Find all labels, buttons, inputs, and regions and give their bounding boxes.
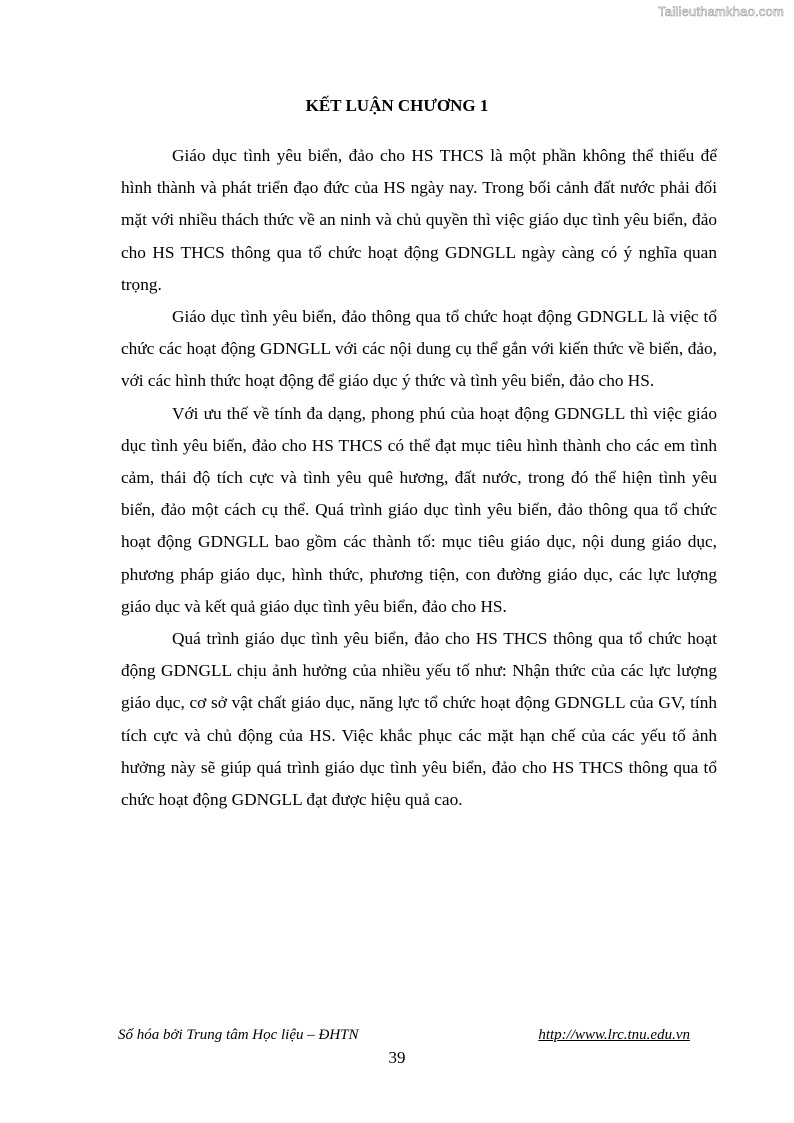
chapter-title: KẾT LUẬN CHƯƠNG 1 bbox=[305, 96, 489, 115]
footer-credit: Số hóa bởi Trung tâm Học liệu – ĐHTN bbox=[118, 1027, 359, 1043]
watermark-text: Tailieuthamkhao.com bbox=[658, 4, 784, 19]
body-text bbox=[121, 140, 717, 816]
paragraph-4: Quá trình giáo dục tình yêu biển, đảo cho HS THCS thông qua tổ chức hoạt động GDNGLL chịu ảnh hưởng của nhiều yếu tố như: Nhận thức của các lực lượng giáo dục, cơ sở vật chất giáo dục, năng lực tổ chức hoạt động GDNGLL của GV, tính tích cực và chủ động của HS. Việc khắc phục các mặt hạn chế của các yếu tố ảnh hưởng này sẽ giúp quá trình giáo dục tình yêu biển, đảo cho HS THCS thông qua tổ chức hoạt động GDNGLL đạt được hiệu quả cao. bbox=[121, 629, 717, 810]
footer-link[interactable]: http://www.lrc.tnu.edu.vn bbox=[538, 1027, 690, 1043]
paragraph-2: Giáo dục tình yêu biển, đảo thông qua tổ chức hoạt động GDNGLL là việc tổ chức các hoạt động GDNGLL với các nội dung cụ thể gắn với kiến thức về biển, đảo, với các hình thức hoạt động để giáo dục ý thức và tình yêu biển, đảo cho HS. bbox=[121, 307, 717, 391]
paragraph-3: Với ưu thế về tính đa dạng, phong phú của hoạt động GDNGLL thì việc giáo dục tình yêu biển, đảo cho HS THCS có thể đạt mục tiêu hình thành cho các em tình cảm, thái độ tích cực và tình yêu quê hương, đất nước, trong đó thể hiện tình yêu biển, đảo một cách cụ thể. Quá trình giáo dục tình yêu biển, đảo thông qua tổ chức hoạt động GDNGLL bao gồm các thành tố: mục tiêu giáo dục, nội dung giáo dục, phương pháp giáo dục, hình thức, phương tiện, con đường giáo dục, các lực lượng giáo dục và kết quả giáo dục tình yêu biển, đảo cho HS. bbox=[121, 403, 717, 616]
page-footer bbox=[118, 1027, 690, 1047]
page-number: 39 bbox=[388, 1048, 406, 1067]
paragraph-1: Giáo dục tình yêu biển, đảo cho HS THCS là một phần không thể thiếu để hình thành và phát triển đạo đức của HS ngày nay. Trong bối cảnh đất nước phải đối mặt với nhiều thách thức về an ninh và chủ quyền thì việc giáo dục tình yêu biển, đảo cho HS THCS thông qua tổ chức hoạt động GDNGLL ngày càng có ý nghĩa quan trọng. bbox=[121, 146, 717, 294]
